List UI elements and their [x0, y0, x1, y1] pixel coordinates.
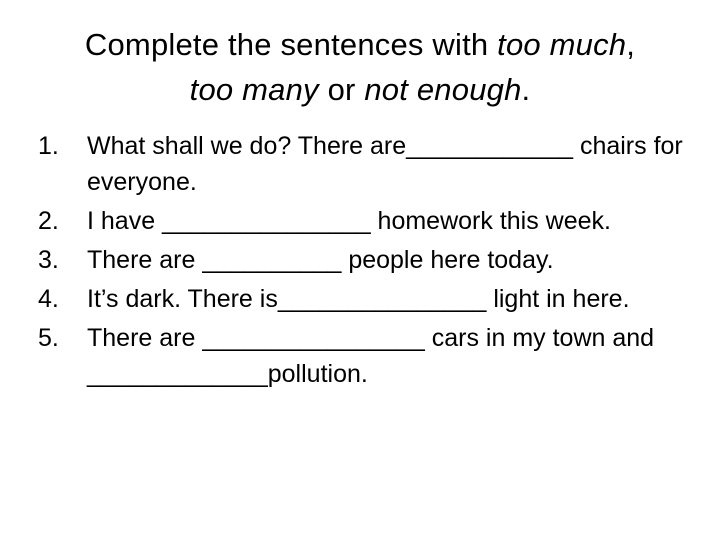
item-text: I have _______________ homework this week. — [87, 207, 611, 235]
title-comma: , — [626, 27, 636, 62]
slide-title — [60, 22, 660, 112]
title-not-enough: not enough — [364, 72, 522, 107]
item-text: There are ________________ cars in my town and _____________pollution. — [87, 324, 655, 388]
item-number: 1. — [38, 132, 59, 160]
list-item — [38, 320, 688, 392]
list-item — [38, 242, 688, 278]
item-text: There are __________ people here today. — [87, 246, 554, 274]
item-text: What shall we do? There are____________ chairs for everyone. — [87, 132, 683, 196]
title-or: or — [318, 72, 365, 107]
list-item — [38, 203, 688, 239]
item-number: 3. — [38, 246, 59, 274]
title-too-many: too many — [189, 72, 319, 107]
item-text: It’s dark. There is_______________ light in here. — [87, 285, 630, 313]
list-item — [38, 128, 688, 200]
exercise-list — [38, 128, 688, 395]
title-period: . — [521, 72, 531, 107]
item-number: 2. — [38, 207, 59, 235]
item-number: 5. — [38, 324, 59, 352]
list-item — [38, 281, 688, 317]
title-too-much: too much — [497, 27, 627, 62]
title-part1: Complete the sentences with — [84, 27, 498, 62]
item-number: 4. — [38, 285, 59, 313]
